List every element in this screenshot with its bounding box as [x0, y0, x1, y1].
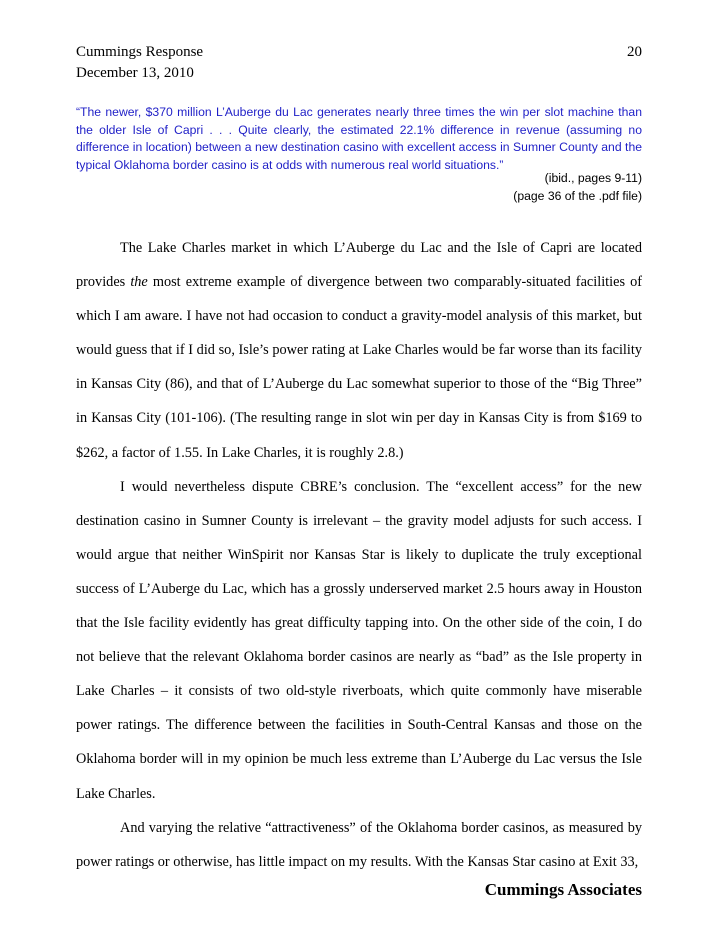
page-header	[76, 42, 642, 84]
citation-pages: (ibid., pages 9-11)	[544, 171, 642, 185]
quote-citation	[513, 170, 642, 205]
paragraph-1-end: most extreme example of divergence between two comparably-situated facilities of which I am aware. I have not had occasion to conduct a gravity-model analysis of this market, but would guess that if I did so, Isle’s power rating at Lake Charles would be far worse than its facility in Kansas City (86), and that of L’Auberge du Lac somewhat superior to those of the “Big Three” in Kansas City (101-106). (The resulting range in slot win per day in Kansas City is from $169 to $262, a factor of 1.55. In Lake Charles, it is roughly 2.8.)	[76, 274, 643, 461]
paragraph-1-emphasis: the	[130, 274, 148, 291]
paragraph-1	[76, 231, 642, 470]
header-row	[76, 42, 642, 63]
paragraph-2: I would nevertheless dispute CBRE’s conclusion. The “excellent access” for the new destination casino in Sumner County is irrelevant – the gravity model adjusts for such access. I would argue that neither WinSpirit nor Kansas Star is likely to duplicate the truly exceptional success of L’Auberge du Lac, which has a grossly underserved market 2.5 hours away in Houston that the Isle facility evidently has great difficulty tapping into. On the other side of the coin, I do not believe that the relevant Oklahoma border casinos are nearly as “bad” as the Isle property in Lake Charles – it consists of two old-style riverboats, which quite commonly have miserable power ratings. The difference between the facilities in South-Central Kansas and those on the Oklahoma border will in my opinion be much less extreme than L’Auberge du Lac versus the Isle Lake Charles.	[76, 478, 642, 802]
citation-pdf-page: (page 36 of the .pdf file)	[513, 188, 642, 203]
document-title: Cummings Response	[76, 44, 204, 60]
footer-company: Cummings Associates	[484, 880, 642, 899]
body-text	[76, 231, 642, 879]
page-number: 20	[627, 44, 642, 60]
block-quote: “The newer, $370 million L’Auberge du Lac generates nearly three times the win per slot machine than the older Isle of Capri . . . Quite clearly, the estimated 22.1% difference in revenue (assuming no difference in location) between a new destination casino with excellent access in Sumner County and the typical Oklahoma border casino is at odds with numerous real world situations.”	[76, 105, 642, 172]
paragraph-3: And varying the relative “attractiveness” of the Oklahoma border casinos, as measured by power ratings or otherwise, has little impact on my results. With the Kansas Star casino at Exit 33,	[76, 819, 642, 870]
paragraph-1-start: The Lake Charles market in which L’Auberge du Lac and the Isle of Capri are located provides	[76, 240, 642, 291]
document-date: December 13, 2010	[76, 65, 194, 81]
